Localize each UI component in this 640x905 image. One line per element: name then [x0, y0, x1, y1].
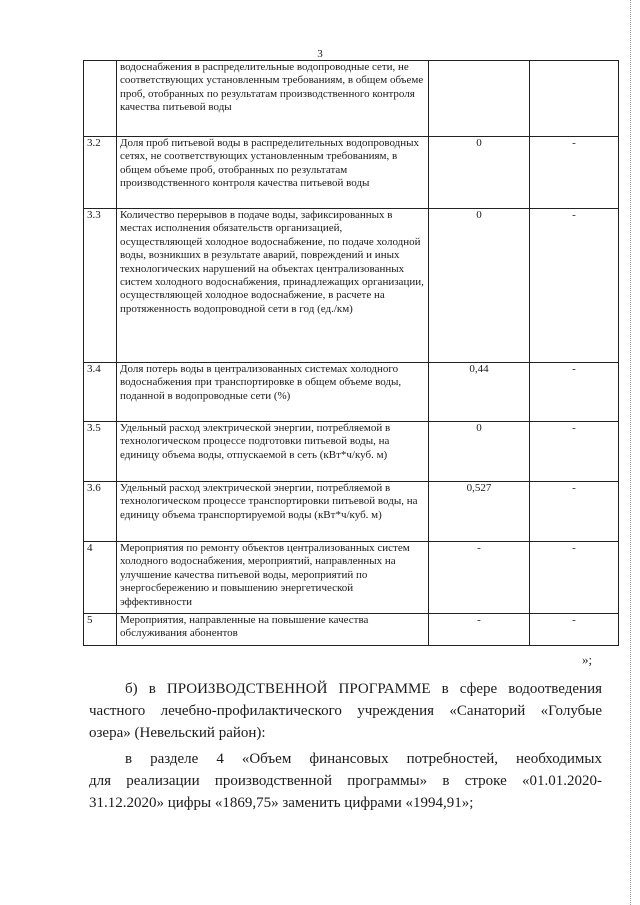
table-row — [84, 422, 619, 482]
row-dash: - — [530, 614, 619, 646]
row-value: 0 — [429, 422, 530, 482]
page-edge-border — [630, 0, 634, 905]
row-number: 3.5 — [84, 422, 117, 482]
row-dash: - — [530, 542, 619, 614]
row-dash — [530, 61, 619, 137]
row-value: - — [429, 542, 530, 614]
paragraph-c-line-1: в разделе 4 «Объем финансовых потребностей, необходимых — [125, 751, 602, 767]
row-description: водоснабжения в распределительные водопроводные сети, не соответствующих установленным требованиям, в общем объеме проб, отобранных по результатам производственного контроля качества питьевой воды — [117, 61, 429, 137]
row-number: 5 — [84, 614, 117, 646]
row-number: 3.2 — [84, 137, 117, 209]
row-value: 0,527 — [429, 482, 530, 542]
table-row — [84, 209, 619, 363]
row-description: Удельный расход электрической энергии, потребляемой в технологическом процессе подготовки питьевой воды, на единицу объема воды, отпускаемой в сеть (кВт*ч/куб. м) — [117, 422, 429, 482]
table-row — [84, 614, 619, 646]
paragraph-c-line-2: для реализации производственной программы» в строке «01.01.2020- — [89, 773, 602, 789]
row-dash: - — [530, 422, 619, 482]
row-description: Доля потерь воды в централизованных системах холодного водоснабжения при транспортировке в общем объеме воды, поданной в водопроводные сети (%) — [117, 363, 429, 422]
row-description: Мероприятия, направленные на повышение качества обслуживания абонентов — [117, 614, 429, 646]
row-value: 0 — [429, 137, 530, 209]
table-row — [84, 542, 619, 614]
row-number — [84, 61, 117, 137]
row-number: 4 — [84, 542, 117, 614]
row-description: Удельный расход электрической энергии, потребляемой в технологическом процессе транспортировки питьевой воды, на единицу объема транспортируемой воды (кВт*ч/куб. м) — [117, 482, 429, 542]
paragraph-b-line-1: б) в ПРОИЗВОДСТВЕННОЙ ПРОГРАММЕ в сфере водоотведения — [125, 681, 602, 697]
row-description: Доля проб питьевой воды в распределительных водопроводных сетях, не соответствующих установленным требованиям, в общем объеме проб, отобранных по результатам производственного контроля качества питьевой воды — [117, 137, 429, 209]
indicators-table — [83, 60, 619, 646]
row-value — [429, 61, 530, 137]
row-number: 3.4 — [84, 363, 117, 422]
table-row — [84, 61, 619, 137]
table-row — [84, 363, 619, 422]
row-number: 3.3 — [84, 209, 117, 363]
row-value: - — [429, 614, 530, 646]
row-dash: - — [530, 363, 619, 422]
paragraph-c-line-3: 31.12.2020» цифры «1869,75» заменить цифрами «1994,91»; — [89, 795, 474, 811]
paragraph-b-line-3: озера» (Невельский район): — [89, 725, 266, 741]
row-description: Количество перерывов в подаче воды, зафиксированных в местах исполнения обязательств организацией, осуществляющей холодное водоснабжение, по подаче холодной воды, возникших в результате аварий, повреждений и иных технологических нарушений на объектах централизованных систем холодного водоснабжения, принадлежащих организации, осуществляющей холодное водоснабжение, в расчете на протяженность водопроводной сети в год (ед./км) — [117, 209, 429, 363]
row-number: 3.6 — [84, 482, 117, 542]
table-closing-quote: »; — [582, 652, 593, 667]
row-dash: - — [530, 137, 619, 209]
row-value: 0 — [429, 209, 530, 363]
row-value: 0,44 — [429, 363, 530, 422]
row-dash: - — [530, 209, 619, 363]
paragraph-b-line-2: частного лечебно-профилактического учреждения «Санаторий «Голубые — [89, 703, 602, 719]
table-row — [84, 482, 619, 542]
page-number: 3 — [317, 48, 323, 60]
row-description: Мероприятия по ремонту объектов централизованных систем холодного водоснабжения, мероприятий, направленных на улучшение качества питьевой воды, мероприятий по энергосбережению и повышению энергетической эффективности — [117, 542, 429, 614]
row-dash: - — [530, 482, 619, 542]
table-row — [84, 137, 619, 209]
